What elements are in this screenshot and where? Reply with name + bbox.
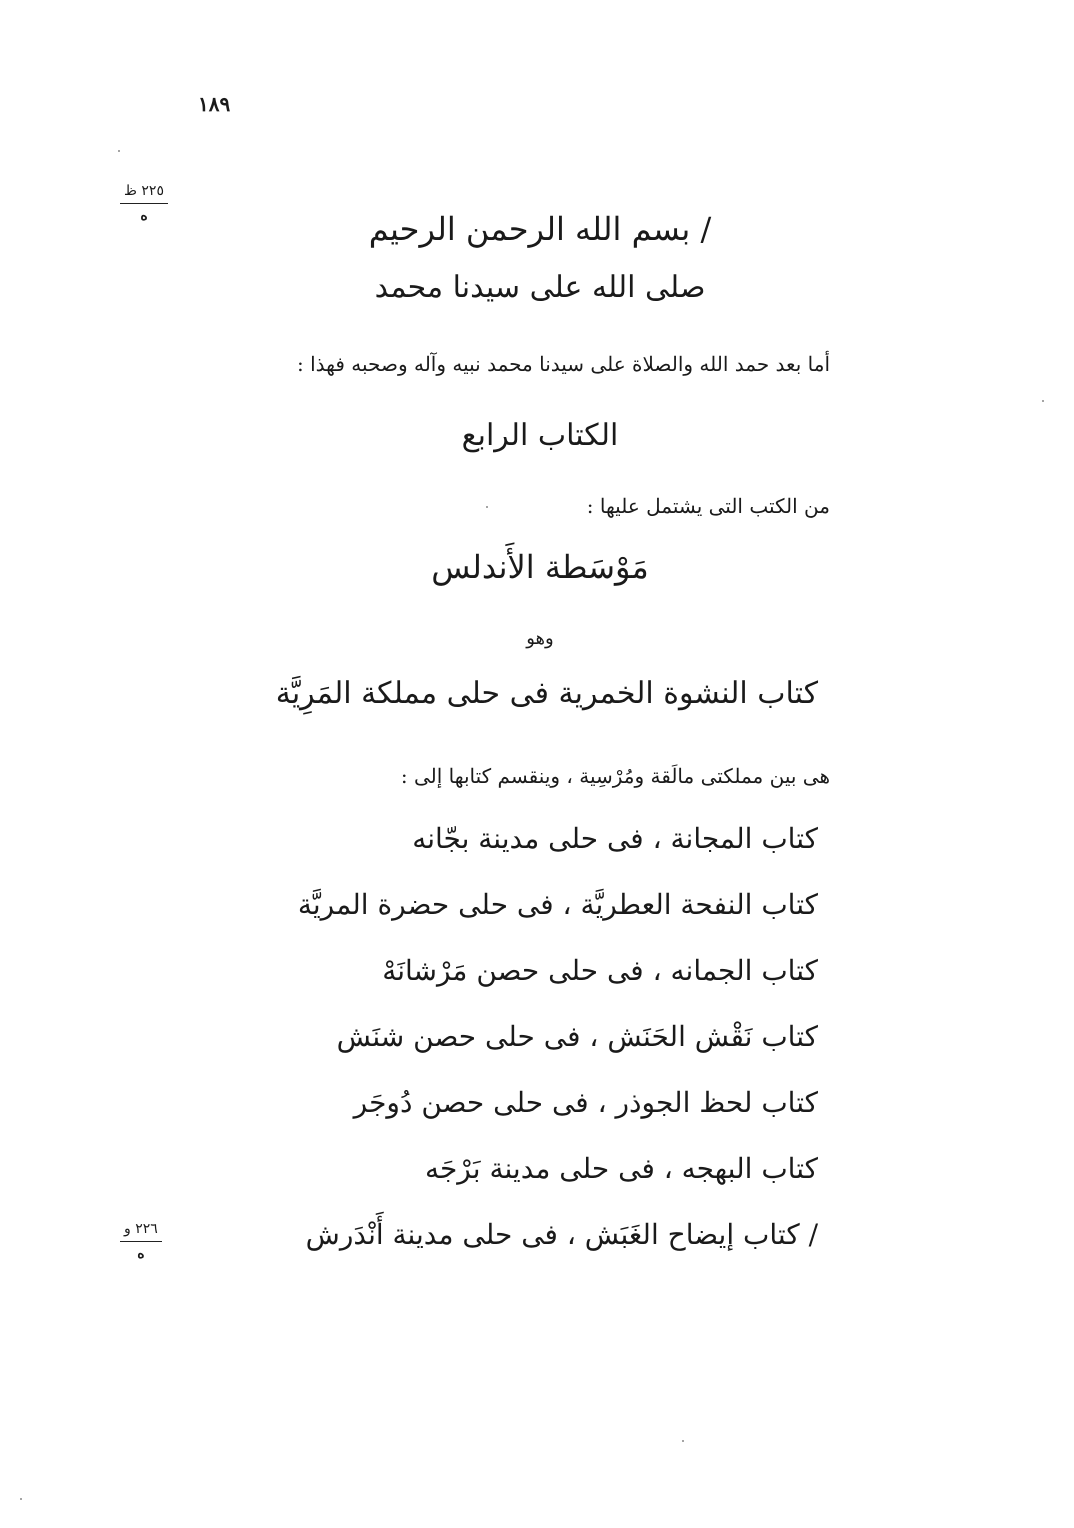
- division-line: هى بين مملكتى مالَقة ومُرْسِية ، وينقسم كتابها إلى :: [400, 764, 830, 788]
- folio-sign: ه: [137, 1246, 145, 1262]
- folio-number: ٢٢٥ ظ: [120, 184, 168, 204]
- section-title: مَوْسَطة الأَندلس: [431, 548, 649, 586]
- list-item: كتاب الجمانه ، فى حلى حصن مَرْشانَهْ: [382, 954, 818, 987]
- speck: [20, 1498, 22, 1500]
- basmala: / بسم الله الرحمن الرحيم: [368, 210, 712, 248]
- book-list: [278, 822, 818, 1284]
- connector-word: وهو: [526, 628, 554, 649]
- list-item: كتاب البهجه ، فى حلى مدينة بَرْجَه: [424, 1152, 818, 1185]
- intro-line: أما بعد حمد الله والصلاة على سيدنا محمد نبيه وآله وصحبه فهذا :: [297, 352, 830, 376]
- page-number: ١٨٩: [198, 92, 231, 116]
- salla-line: صلى الله على سيدنا محمد: [374, 270, 706, 305]
- speck: [1042, 400, 1044, 402]
- list-item: كتاب المجانة ، فى حلى مدينة بجّانه: [412, 822, 818, 855]
- list-item: كتاب لحظ الجوذر ، فى حلى حصن دُوجَر: [353, 1086, 818, 1119]
- speck: [118, 150, 120, 152]
- main-book-title: كتاب النشوة الخمرية فى حلى مملكة المَرِيَّة: [275, 676, 818, 711]
- speck: [486, 506, 488, 508]
- book-title: الكتاب الرابع: [461, 418, 619, 453]
- folio-sign: ه: [140, 208, 148, 224]
- list-item: كتاب النفحة العطريَّة ، فى حلى حضرة المريَّة: [297, 888, 818, 921]
- speck: [682, 1440, 684, 1442]
- list-item: كتاب نَقْش الحَنَش ، فى حلى حصن شنَش: [336, 1020, 818, 1053]
- folio-number: ٢٢٦ و: [120, 1222, 162, 1242]
- contains-line: من الكتب التى يشتمل عليها :: [586, 494, 830, 518]
- folio-marker-bottom: [120, 1222, 162, 1261]
- list-item: / كتاب إيضاح الغَبَش ، فى حلى مدينة أَنْدَرش: [305, 1218, 818, 1251]
